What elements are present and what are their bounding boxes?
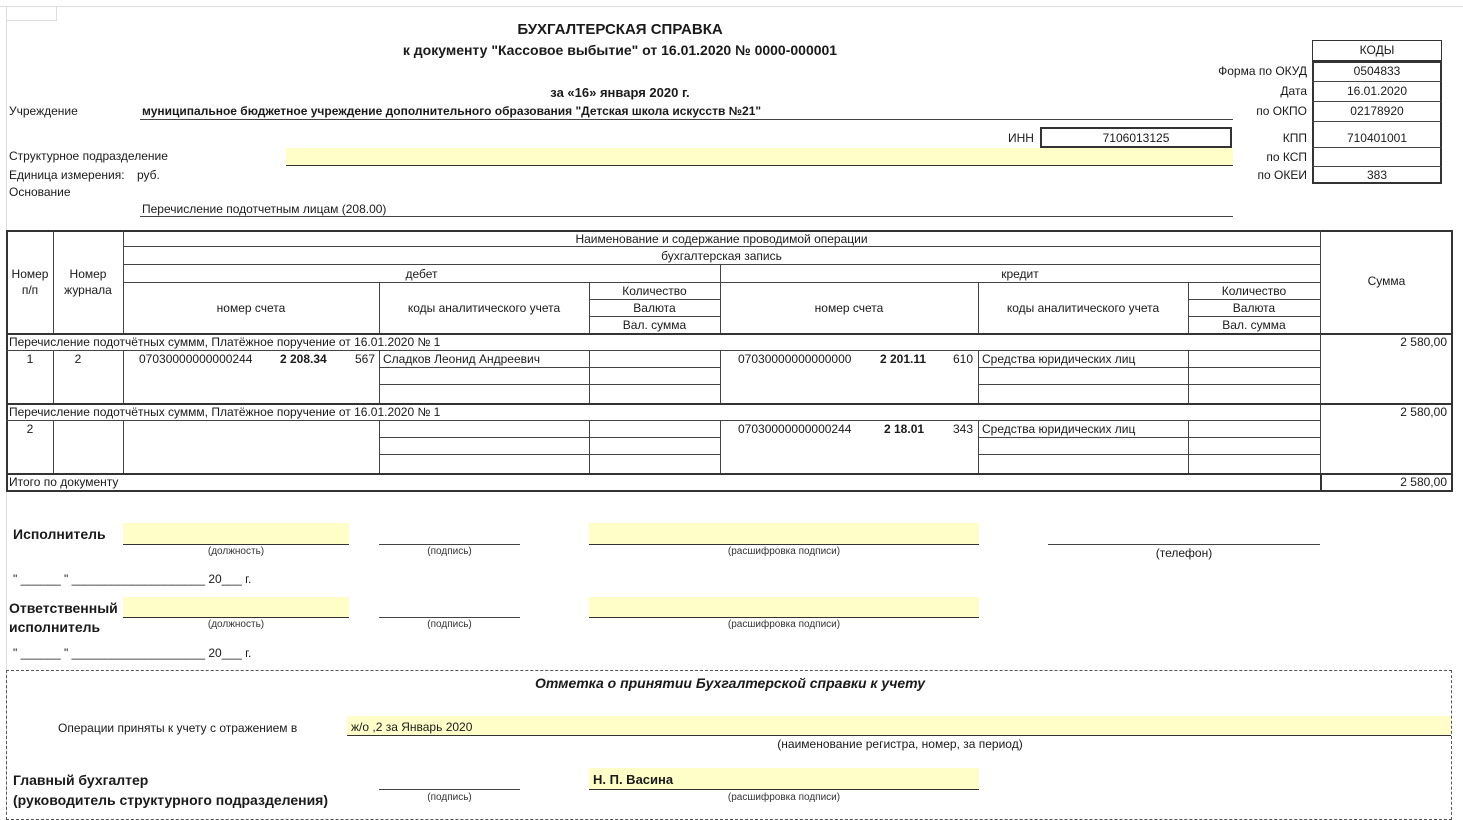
hdr-line-3 <box>123 282 1320 283</box>
h-debit-currency: Валюта <box>633 301 676 315</box>
executor-date-blank: " ______ " ____________________ 20___ г. <box>13 572 252 586</box>
codes-line-3 <box>1312 121 1442 122</box>
h-credit-account: номер счета <box>814 301 884 315</box>
total-value: 2 580,00 <box>1400 475 1447 489</box>
g1-debit-account: 07030000000000244 <box>139 352 253 366</box>
g1-v-journal <box>123 350 124 404</box>
okei-value: 383 <box>1366 168 1388 182</box>
g2-v-c-qty <box>1188 420 1189 474</box>
g2-v-dc <box>720 420 721 474</box>
okpo-value: 02178920 <box>1350 104 1404 118</box>
h-operation: Наименование и содержание проводимой операции <box>575 232 868 246</box>
group2-sum: 2 580,00 <box>1400 405 1447 419</box>
h-num-1: Номер <box>11 267 49 281</box>
executor-position-field[interactable] <box>123 523 349 545</box>
executor-signature-line <box>379 544 520 545</box>
unit-value: руб. <box>137 168 160 182</box>
chief-label-1: Главный бухгалтер <box>13 772 149 788</box>
group1-sum: 2 580,00 <box>1400 335 1447 349</box>
executor-decode-hint: (расшифровка подписи) <box>727 546 841 557</box>
g1-v-c-qty <box>1188 350 1189 404</box>
h-entry: бухгалтерская запись <box>661 249 782 263</box>
executor-decode-field[interactable] <box>589 523 979 545</box>
org-label: Учреждение <box>9 104 78 118</box>
inn-label: ИНН <box>1008 131 1034 145</box>
g1-debit-amount: 2 208.34 <box>280 352 327 366</box>
resp-date-blank: " ______ " ____________________ 20___ г. <box>13 646 252 660</box>
codes-line-5 <box>1312 166 1442 167</box>
h-num-2: п/п <box>21 283 39 297</box>
basis-label: Основание <box>9 185 71 199</box>
g1-sub-d2 <box>379 384 720 385</box>
g2-credit-code: 343 <box>953 422 974 436</box>
chief-name: Н. П. Васина <box>593 772 674 787</box>
g2-sub-d2 <box>379 454 720 455</box>
g1-v-dc <box>720 350 721 404</box>
resp-position-hint: (должность) <box>207 619 265 630</box>
resp-decode-field[interactable] <box>589 597 979 618</box>
total-label: Итого по документу <box>9 475 119 489</box>
inn-value: 7106013125 <box>1040 127 1232 148</box>
group1-desc: Перечисление подотчётных суммм, Платёжное поручение от 16.01.2020 № 1 <box>9 335 441 349</box>
document-title: БУХГАЛТЕРСКАЯ СПРАВКА <box>517 21 723 38</box>
basis-value: Перечисление подотчетным лицам (208.00) <box>142 202 387 216</box>
g1-credit-analytic: Средства юридических лиц <box>982 352 1136 366</box>
org-value: муниципальное бюджетное учреждение дополнительного образования "Детская школа искусств №21" <box>142 104 762 118</box>
h-credit: кредит <box>1001 267 1039 281</box>
g1-credit-account: 07030000000000000 <box>738 352 852 366</box>
g1-journal: 2 <box>74 352 82 366</box>
acceptance-title: Отметка о принятии Бухгалтерской справки к учету <box>534 675 926 691</box>
g2-v-num <box>53 420 54 474</box>
h-sum: Сумма <box>1367 274 1406 288</box>
struct-field[interactable] <box>286 148 1233 166</box>
top-border <box>0 6 1463 7</box>
chief-signature-line <box>379 789 520 790</box>
executor-phone-hint: (телефон) <box>1155 546 1213 560</box>
g2-v-c-an <box>978 420 979 474</box>
g1-sub-c2 <box>978 384 1320 385</box>
chief-decode-hint: (расшифровка подписи) <box>727 792 841 803</box>
okud-value: 0504833 <box>1353 64 1401 78</box>
codes-line-1 <box>1312 81 1442 82</box>
h-journal-2: журнала <box>64 283 112 297</box>
h-debit-qty: Количество <box>622 284 687 298</box>
hdr-line-2 <box>123 264 1320 265</box>
executor-phone-line <box>1048 544 1320 545</box>
struct-label: Структурное подразделение <box>9 149 168 163</box>
g2-credit-amount: 2 18.01 <box>884 422 925 436</box>
executor-position-hint: (должность) <box>207 546 265 557</box>
ops-value-field[interactable] <box>347 716 1451 736</box>
org-underline <box>140 119 1233 120</box>
h-credit-analytic: коды аналитического учета <box>1006 301 1160 315</box>
g2-sub-c1 <box>978 437 1320 438</box>
document-subtitle: к документу "Кассовое выбытие" от 16.01.2020 № 0000-000001 <box>402 42 838 58</box>
g1-debit-analytic: Сладков Леонид Андреевич <box>383 352 540 366</box>
h-debit: дебет <box>405 267 438 281</box>
g2-sub-c2 <box>978 454 1320 455</box>
h-debit-cursum: Вал. сумма <box>622 318 687 332</box>
chief-label-2: (руководитель структурного подразделения) <box>13 792 328 808</box>
g1-v-c-an <box>978 350 979 404</box>
codes-line-4 <box>1312 147 1442 148</box>
g2-v-d-qty <box>589 420 590 474</box>
h-credit-qty: Количество <box>1221 284 1287 298</box>
document-date-line: за «16» января 2020 г. <box>550 85 690 100</box>
resp-label-2: исполнитель <box>9 619 101 635</box>
executor-signature-hint: (подпись) <box>427 546 472 557</box>
g2-v-journal <box>123 420 124 474</box>
h-debit-account: номер счета <box>216 301 286 315</box>
resp-position-field[interactable] <box>123 597 349 618</box>
date-label: Дата <box>1280 84 1307 98</box>
g1-v-d-an <box>379 350 380 404</box>
corner-cell <box>6 6 57 21</box>
codes-header: КОДЫ <box>1312 40 1442 61</box>
kpp-value: 710401001 <box>1346 131 1408 145</box>
g2-v-d-an <box>379 420 380 474</box>
group2-desc: Перечисление подотчётных суммм, Платёжное поручение от 16.01.2020 № 1 <box>9 405 441 419</box>
register-hint: (наименование регистра, номер, за период) <box>777 737 1023 751</box>
g1-credit-amount: 2 201.11 <box>880 352 927 366</box>
g1-credit-code: 610 <box>953 352 974 366</box>
codes-line-2 <box>1312 101 1442 102</box>
chief-signature-hint: (подпись) <box>427 792 472 803</box>
ksp-label: по КСП <box>1266 150 1307 164</box>
basis-underline <box>140 216 1233 217</box>
okei-label: по ОКЕИ <box>1257 168 1307 182</box>
g2-line-bottom <box>6 473 1453 475</box>
resp-decode-hint: (расшифровка подписи) <box>727 619 841 630</box>
ops-label: Операции приняты к учету с отражением в <box>58 721 298 735</box>
g1-num: 1 <box>26 352 34 366</box>
okpo-label: по ОКПО <box>1256 104 1307 118</box>
h-debit-analytic: коды аналитического учета <box>407 301 561 315</box>
ops-value: ж/о ,2 за Январь 2020 <box>351 720 473 734</box>
h-journal-1: Номер <box>69 267 107 281</box>
g1-sub-d1 <box>379 367 720 368</box>
date-value: 16.01.2020 <box>1346 84 1408 98</box>
resp-signature-line <box>379 617 520 618</box>
h-credit-cursum: Вал. сумма <box>1222 318 1286 332</box>
kpp-label: КПП <box>1282 131 1307 145</box>
g1-debit-code: 567 <box>355 352 376 366</box>
g1-v-d-qty <box>589 350 590 404</box>
g2-sub-d1 <box>379 437 720 438</box>
g2-credit-account: 07030000000000244 <box>738 422 852 436</box>
resp-label-1: Ответственный <box>9 600 118 616</box>
resp-signature-hint: (подпись) <box>427 619 472 630</box>
g1-sub-c1 <box>978 367 1320 368</box>
executor-label: Исполнитель <box>13 526 106 542</box>
g2-credit-analytic: Средства юридических лиц <box>982 422 1136 436</box>
forma-okud-label: Форма по ОКУД <box>1218 64 1307 78</box>
h-credit-currency: Валюта <box>1232 301 1276 315</box>
unit-label: Единица измерения: <box>9 168 125 182</box>
g2-num: 2 <box>26 422 34 436</box>
